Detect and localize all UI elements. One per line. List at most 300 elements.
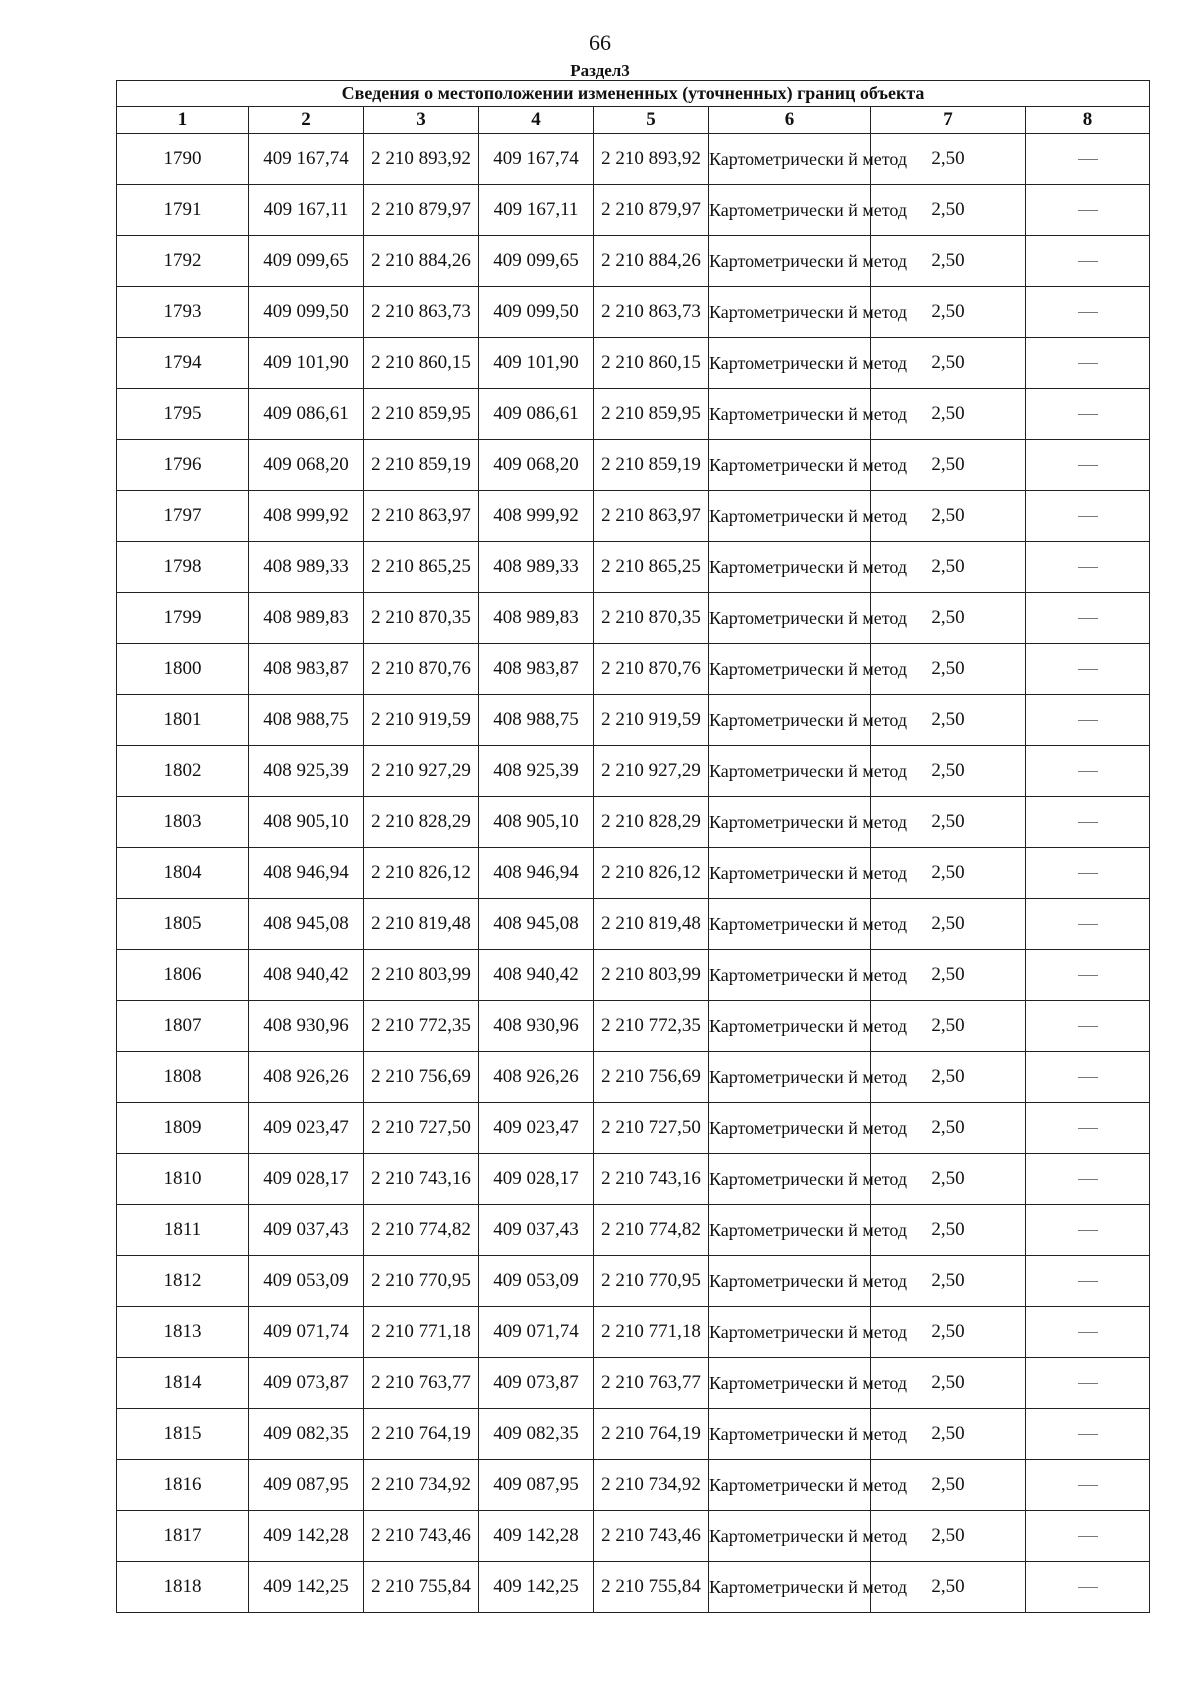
- x-new-cell: 408 925,39: [479, 746, 594, 797]
- dash-mark: [1078, 1434, 1098, 1435]
- y-old-cell: 2 210 863,97: [364, 491, 479, 542]
- x-new-cell: 408 940,42: [479, 950, 594, 1001]
- point-number-cell: 1816: [117, 1460, 249, 1511]
- y-old-cell: 2 210 870,76: [364, 644, 479, 695]
- precision-cell: 2,50: [871, 1001, 1026, 1052]
- note-cell: [1026, 1205, 1150, 1256]
- x-new-cell: 409 101,90: [479, 338, 594, 389]
- x-new-cell: 408 905,10: [479, 797, 594, 848]
- dash-mark: [1078, 312, 1098, 313]
- precision-cell: 2,50: [871, 746, 1026, 797]
- method-cell: Картометрически й метод: [709, 1358, 871, 1409]
- point-number-cell: 1804: [117, 848, 249, 899]
- precision-cell: 2,50: [871, 1511, 1026, 1562]
- precision-cell: 2,50: [871, 1205, 1026, 1256]
- dash-mark: [1078, 1587, 1098, 1588]
- y-new-cell: 2 210 860,15: [594, 338, 709, 389]
- point-number-cell: 1814: [117, 1358, 249, 1409]
- method-cell: Картометрически й метод: [709, 440, 871, 491]
- precision-cell: 2,50: [871, 1562, 1026, 1613]
- note-cell: [1026, 797, 1150, 848]
- method-cell: Картометрически й метод: [709, 185, 871, 236]
- method-cell: Картометрически й метод: [709, 542, 871, 593]
- column-header: 6: [709, 107, 871, 134]
- x-new-cell: 408 945,08: [479, 899, 594, 950]
- x-old-cell: 408 989,83: [249, 593, 364, 644]
- precision-cell: 2,50: [871, 848, 1026, 899]
- method-cell: Картометрически й метод: [709, 746, 871, 797]
- dash-mark: [1078, 924, 1098, 925]
- method-cell: Картометрически й метод: [709, 1154, 871, 1205]
- note-cell: [1026, 695, 1150, 746]
- x-old-cell: 408 905,10: [249, 797, 364, 848]
- y-new-cell: 2 210 772,35: [594, 1001, 709, 1052]
- y-new-cell: 2 210 893,92: [594, 134, 709, 185]
- x-new-cell: 409 087,95: [479, 1460, 594, 1511]
- table-row: [117, 593, 1150, 644]
- method-cell: Картометрически й метод: [709, 287, 871, 338]
- dash-mark: [1078, 516, 1098, 517]
- point-number-cell: 1794: [117, 338, 249, 389]
- x-new-cell: 409 142,28: [479, 1511, 594, 1562]
- table-row: [117, 1205, 1150, 1256]
- table-row: [117, 746, 1150, 797]
- note-cell: [1026, 1001, 1150, 1052]
- y-old-cell: 2 210 774,82: [364, 1205, 479, 1256]
- x-old-cell: 408 930,96: [249, 1001, 364, 1052]
- column-header: 8: [1026, 107, 1150, 134]
- y-old-cell: 2 210 860,15: [364, 338, 479, 389]
- dash-mark: [1078, 669, 1098, 670]
- table-body: [117, 134, 1150, 1613]
- x-old-cell: 408 940,42: [249, 950, 364, 1001]
- y-new-cell: 2 210 828,29: [594, 797, 709, 848]
- table-row: [117, 950, 1150, 1001]
- y-new-cell: 2 210 863,97: [594, 491, 709, 542]
- x-old-cell: 409 071,74: [249, 1307, 364, 1358]
- dash-mark: [1078, 1230, 1098, 1231]
- dash-mark: [1078, 1485, 1098, 1486]
- note-cell: [1026, 1460, 1150, 1511]
- precision-cell: 2,50: [871, 491, 1026, 542]
- x-new-cell: 409 082,35: [479, 1409, 594, 1460]
- y-old-cell: 2 210 772,35: [364, 1001, 479, 1052]
- y-new-cell: 2 210 919,59: [594, 695, 709, 746]
- x-old-cell: 409 099,50: [249, 287, 364, 338]
- method-cell: Картометрически й метод: [709, 1511, 871, 1562]
- y-old-cell: 2 210 859,95: [364, 389, 479, 440]
- x-old-cell: 409 142,28: [249, 1511, 364, 1562]
- y-new-cell: 2 210 865,25: [594, 542, 709, 593]
- note-cell: [1026, 1103, 1150, 1154]
- table-row: [117, 1409, 1150, 1460]
- y-new-cell: 2 210 879,97: [594, 185, 709, 236]
- method-cell: Картометрически й метод: [709, 797, 871, 848]
- x-new-cell: 409 053,09: [479, 1256, 594, 1307]
- y-new-cell: 2 210 859,95: [594, 389, 709, 440]
- precision-cell: 2,50: [871, 1154, 1026, 1205]
- x-new-cell: 408 983,87: [479, 644, 594, 695]
- dash-mark: [1078, 159, 1098, 160]
- x-new-cell: 409 028,17: [479, 1154, 594, 1205]
- method-cell: Картометрически й метод: [709, 134, 871, 185]
- precision-cell: 2,50: [871, 1409, 1026, 1460]
- precision-cell: 2,50: [871, 1307, 1026, 1358]
- point-number-cell: 1807: [117, 1001, 249, 1052]
- x-old-cell: 409 073,87: [249, 1358, 364, 1409]
- x-new-cell: 408 989,83: [479, 593, 594, 644]
- precision-cell: 2,50: [871, 644, 1026, 695]
- y-new-cell: 2 210 756,69: [594, 1052, 709, 1103]
- note-cell: [1026, 542, 1150, 593]
- precision-cell: 2,50: [871, 899, 1026, 950]
- y-old-cell: 2 210 859,19: [364, 440, 479, 491]
- x-old-cell: 408 989,33: [249, 542, 364, 593]
- y-new-cell: 2 210 826,12: [594, 848, 709, 899]
- table-row: [117, 1460, 1150, 1511]
- column-header: 4: [479, 107, 594, 134]
- precision-cell: 2,50: [871, 1256, 1026, 1307]
- y-old-cell: 2 210 734,92: [364, 1460, 479, 1511]
- x-new-cell: 409 099,65: [479, 236, 594, 287]
- table-row: [117, 389, 1150, 440]
- method-cell: Картометрически й метод: [709, 593, 871, 644]
- precision-cell: 2,50: [871, 1103, 1026, 1154]
- precision-cell: 2,50: [871, 389, 1026, 440]
- table-row: [117, 491, 1150, 542]
- note-cell: [1026, 1511, 1150, 1562]
- y-old-cell: 2 210 870,35: [364, 593, 479, 644]
- precision-cell: 2,50: [871, 950, 1026, 1001]
- method-cell: Картометрически й метод: [709, 644, 871, 695]
- point-number-cell: 1795: [117, 389, 249, 440]
- method-cell: Картометрически й метод: [709, 950, 871, 1001]
- note-cell: [1026, 1409, 1150, 1460]
- point-number-cell: 1801: [117, 695, 249, 746]
- y-new-cell: 2 210 771,18: [594, 1307, 709, 1358]
- column-header: 2: [249, 107, 364, 134]
- table-row: [117, 1052, 1150, 1103]
- y-old-cell: 2 210 755,84: [364, 1562, 479, 1613]
- table-row: [117, 797, 1150, 848]
- note-cell: [1026, 338, 1150, 389]
- dash-mark: [1078, 1077, 1098, 1078]
- precision-cell: 2,50: [871, 236, 1026, 287]
- method-cell: Картометрически й метод: [709, 491, 871, 542]
- method-cell: Картометрически й метод: [709, 338, 871, 389]
- dash-mark: [1078, 720, 1098, 721]
- dash-mark: [1078, 873, 1098, 874]
- note-cell: [1026, 1307, 1150, 1358]
- x-old-cell: 408 988,75: [249, 695, 364, 746]
- precision-cell: 2,50: [871, 1052, 1026, 1103]
- precision-cell: 2,50: [871, 542, 1026, 593]
- x-new-cell: 409 167,11: [479, 185, 594, 236]
- method-cell: Картометрически й метод: [709, 1307, 871, 1358]
- y-new-cell: 2 210 863,73: [594, 287, 709, 338]
- precision-cell: 2,50: [871, 797, 1026, 848]
- point-number-cell: 1811: [117, 1205, 249, 1256]
- precision-cell: 2,50: [871, 440, 1026, 491]
- y-old-cell: 2 210 826,12: [364, 848, 479, 899]
- y-new-cell: 2 210 755,84: [594, 1562, 709, 1613]
- y-old-cell: 2 210 764,19: [364, 1409, 479, 1460]
- method-cell: Картометрически й метод: [709, 1562, 871, 1613]
- precision-cell: 2,50: [871, 134, 1026, 185]
- x-old-cell: 409 068,20: [249, 440, 364, 491]
- method-cell: Картометрически й метод: [709, 1001, 871, 1052]
- method-cell: Картометрически й метод: [709, 236, 871, 287]
- point-number-cell: 1791: [117, 185, 249, 236]
- y-new-cell: 2 210 763,77: [594, 1358, 709, 1409]
- point-number-cell: 1800: [117, 644, 249, 695]
- dash-mark: [1078, 465, 1098, 466]
- section-title: Раздел3: [570, 61, 630, 80]
- y-old-cell: 2 210 919,59: [364, 695, 479, 746]
- note-cell: [1026, 236, 1150, 287]
- table-row: [117, 899, 1150, 950]
- dash-mark: [1078, 567, 1098, 568]
- x-new-cell: 409 099,50: [479, 287, 594, 338]
- y-old-cell: 2 210 884,26: [364, 236, 479, 287]
- table-row: [117, 1103, 1150, 1154]
- y-old-cell: 2 210 756,69: [364, 1052, 479, 1103]
- table-row: [117, 287, 1150, 338]
- method-cell: Картометрически й метод: [709, 389, 871, 440]
- precision-cell: 2,50: [871, 338, 1026, 389]
- table-row: [117, 185, 1150, 236]
- y-new-cell: 2 210 884,26: [594, 236, 709, 287]
- table-row: [117, 1001, 1150, 1052]
- y-new-cell: 2 210 859,19: [594, 440, 709, 491]
- point-number-cell: 1797: [117, 491, 249, 542]
- x-old-cell: 408 926,26: [249, 1052, 364, 1103]
- y-new-cell: 2 210 774,82: [594, 1205, 709, 1256]
- note-cell: [1026, 1256, 1150, 1307]
- x-new-cell: 409 071,74: [479, 1307, 594, 1358]
- point-number-cell: 1817: [117, 1511, 249, 1562]
- dash-mark: [1078, 1332, 1098, 1333]
- point-number-cell: 1798: [117, 542, 249, 593]
- dash-mark: [1078, 1383, 1098, 1384]
- note-cell: [1026, 134, 1150, 185]
- y-old-cell: 2 210 879,97: [364, 185, 479, 236]
- dash-mark: [1078, 1179, 1098, 1180]
- x-new-cell: 408 989,33: [479, 542, 594, 593]
- y-old-cell: 2 210 803,99: [364, 950, 479, 1001]
- note-cell: [1026, 593, 1150, 644]
- y-new-cell: 2 210 743,46: [594, 1511, 709, 1562]
- table-row: [117, 1154, 1150, 1205]
- x-new-cell: 409 142,25: [479, 1562, 594, 1613]
- x-new-cell: 409 037,43: [479, 1205, 594, 1256]
- y-old-cell: 2 210 828,29: [364, 797, 479, 848]
- y-new-cell: 2 210 870,76: [594, 644, 709, 695]
- table-row: [117, 1562, 1150, 1613]
- y-new-cell: 2 210 764,19: [594, 1409, 709, 1460]
- dash-mark: [1078, 618, 1098, 619]
- precision-cell: 2,50: [871, 1460, 1026, 1511]
- y-old-cell: 2 210 893,92: [364, 134, 479, 185]
- dash-mark: [1078, 822, 1098, 823]
- dash-mark: [1078, 210, 1098, 211]
- x-new-cell: 409 023,47: [479, 1103, 594, 1154]
- point-number-cell: 1805: [117, 899, 249, 950]
- note-cell: [1026, 389, 1150, 440]
- x-old-cell: 409 167,11: [249, 185, 364, 236]
- precision-cell: 2,50: [871, 185, 1026, 236]
- dash-mark: [1078, 975, 1098, 976]
- x-new-cell: 408 926,26: [479, 1052, 594, 1103]
- method-cell: Картометрически й метод: [709, 1409, 871, 1460]
- point-number-cell: 1802: [117, 746, 249, 797]
- note-cell: [1026, 287, 1150, 338]
- note-cell: [1026, 899, 1150, 950]
- point-number-cell: 1793: [117, 287, 249, 338]
- x-new-cell: 408 988,75: [479, 695, 594, 746]
- y-new-cell: 2 210 743,16: [594, 1154, 709, 1205]
- y-old-cell: 2 210 763,77: [364, 1358, 479, 1409]
- table-row: [117, 134, 1150, 185]
- point-number-cell: 1810: [117, 1154, 249, 1205]
- y-old-cell: 2 210 865,25: [364, 542, 479, 593]
- x-old-cell: 409 142,25: [249, 1562, 364, 1613]
- point-number-cell: 1815: [117, 1409, 249, 1460]
- y-old-cell: 2 210 727,50: [364, 1103, 479, 1154]
- x-old-cell: 409 101,90: [249, 338, 364, 389]
- y-old-cell: 2 210 771,18: [364, 1307, 479, 1358]
- table-row: [117, 695, 1150, 746]
- point-number-cell: 1808: [117, 1052, 249, 1103]
- x-old-cell: 409 167,74: [249, 134, 364, 185]
- point-number-cell: 1803: [117, 797, 249, 848]
- note-cell: [1026, 746, 1150, 797]
- precision-cell: 2,50: [871, 1358, 1026, 1409]
- table-row: [117, 644, 1150, 695]
- x-new-cell: 408 946,94: [479, 848, 594, 899]
- y-old-cell: 2 210 927,29: [364, 746, 479, 797]
- y-new-cell: 2 210 819,48: [594, 899, 709, 950]
- note-cell: [1026, 1358, 1150, 1409]
- dash-mark: [1078, 1281, 1098, 1282]
- x-old-cell: 408 925,39: [249, 746, 364, 797]
- point-number-cell: 1806: [117, 950, 249, 1001]
- table-row: [117, 1511, 1150, 1562]
- y-old-cell: 2 210 770,95: [364, 1256, 479, 1307]
- point-number-cell: 1796: [117, 440, 249, 491]
- table-row: [117, 1256, 1150, 1307]
- x-new-cell: 409 086,61: [479, 389, 594, 440]
- note-cell: [1026, 440, 1150, 491]
- point-number-cell: 1809: [117, 1103, 249, 1154]
- dash-mark: [1078, 414, 1098, 415]
- point-number-cell: 1790: [117, 134, 249, 185]
- x-new-cell: 408 930,96: [479, 1001, 594, 1052]
- x-old-cell: 409 082,35: [249, 1409, 364, 1460]
- method-cell: Картометрически й метод: [709, 1256, 871, 1307]
- x-new-cell: 409 073,87: [479, 1358, 594, 1409]
- precision-cell: 2,50: [871, 287, 1026, 338]
- page-number: 66: [589, 30, 611, 55]
- x-old-cell: 408 945,08: [249, 899, 364, 950]
- x-new-cell: 408 999,92: [479, 491, 594, 542]
- table-row: [117, 1358, 1150, 1409]
- precision-cell: 2,50: [871, 695, 1026, 746]
- column-header: 5: [594, 107, 709, 134]
- dash-mark: [1078, 1026, 1098, 1027]
- table-row: [117, 542, 1150, 593]
- y-new-cell: 2 210 870,35: [594, 593, 709, 644]
- dash-mark: [1078, 1128, 1098, 1129]
- method-cell: Картометрически й метод: [709, 899, 871, 950]
- note-cell: [1026, 1154, 1150, 1205]
- dash-mark: [1078, 261, 1098, 262]
- point-number-cell: 1792: [117, 236, 249, 287]
- x-old-cell: 408 999,92: [249, 491, 364, 542]
- note-cell: [1026, 1052, 1150, 1103]
- x-old-cell: 409 037,43: [249, 1205, 364, 1256]
- x-old-cell: 409 087,95: [249, 1460, 364, 1511]
- y-old-cell: 2 210 743,46: [364, 1511, 479, 1562]
- point-number-cell: 1813: [117, 1307, 249, 1358]
- table-caption: Сведения о местоположении измененных (уточненных) границ объекта: [117, 81, 1150, 107]
- y-old-cell: 2 210 743,16: [364, 1154, 479, 1205]
- column-header: 1: [117, 107, 249, 134]
- y-new-cell: 2 210 803,99: [594, 950, 709, 1001]
- column-header: 3: [364, 107, 479, 134]
- boundary-coordinates-table: [116, 80, 1150, 1613]
- method-cell: Картометрически й метод: [709, 1460, 871, 1511]
- dash-mark: [1078, 771, 1098, 772]
- point-number-cell: 1818: [117, 1562, 249, 1613]
- y-new-cell: 2 210 734,92: [594, 1460, 709, 1511]
- note-cell: [1026, 644, 1150, 695]
- table-row: [117, 848, 1150, 899]
- note-cell: [1026, 185, 1150, 236]
- precision-cell: 2,50: [871, 593, 1026, 644]
- method-cell: Картометрически й метод: [709, 1103, 871, 1154]
- x-old-cell: 409 099,65: [249, 236, 364, 287]
- method-cell: Картометрически й метод: [709, 1052, 871, 1103]
- point-number-cell: 1812: [117, 1256, 249, 1307]
- x-old-cell: 408 983,87: [249, 644, 364, 695]
- table-row: [117, 1307, 1150, 1358]
- point-number-cell: 1799: [117, 593, 249, 644]
- y-new-cell: 2 210 927,29: [594, 746, 709, 797]
- x-old-cell: 409 086,61: [249, 389, 364, 440]
- x-old-cell: 408 946,94: [249, 848, 364, 899]
- y-old-cell: 2 210 819,48: [364, 899, 479, 950]
- note-cell: [1026, 1562, 1150, 1613]
- dash-mark: [1078, 1536, 1098, 1537]
- dash-mark: [1078, 363, 1098, 364]
- x-new-cell: 409 068,20: [479, 440, 594, 491]
- method-cell: Картометрически й метод: [709, 1205, 871, 1256]
- x-new-cell: 409 167,74: [479, 134, 594, 185]
- x-old-cell: 409 023,47: [249, 1103, 364, 1154]
- x-old-cell: 409 028,17: [249, 1154, 364, 1205]
- note-cell: [1026, 848, 1150, 899]
- y-new-cell: 2 210 727,50: [594, 1103, 709, 1154]
- note-cell: [1026, 950, 1150, 1001]
- method-cell: Картометрически й метод: [709, 848, 871, 899]
- table-row: [117, 440, 1150, 491]
- y-old-cell: 2 210 863,73: [364, 287, 479, 338]
- table-row: [117, 236, 1150, 287]
- column-header: 7: [871, 107, 1026, 134]
- x-old-cell: 409 053,09: [249, 1256, 364, 1307]
- note-cell: [1026, 491, 1150, 542]
